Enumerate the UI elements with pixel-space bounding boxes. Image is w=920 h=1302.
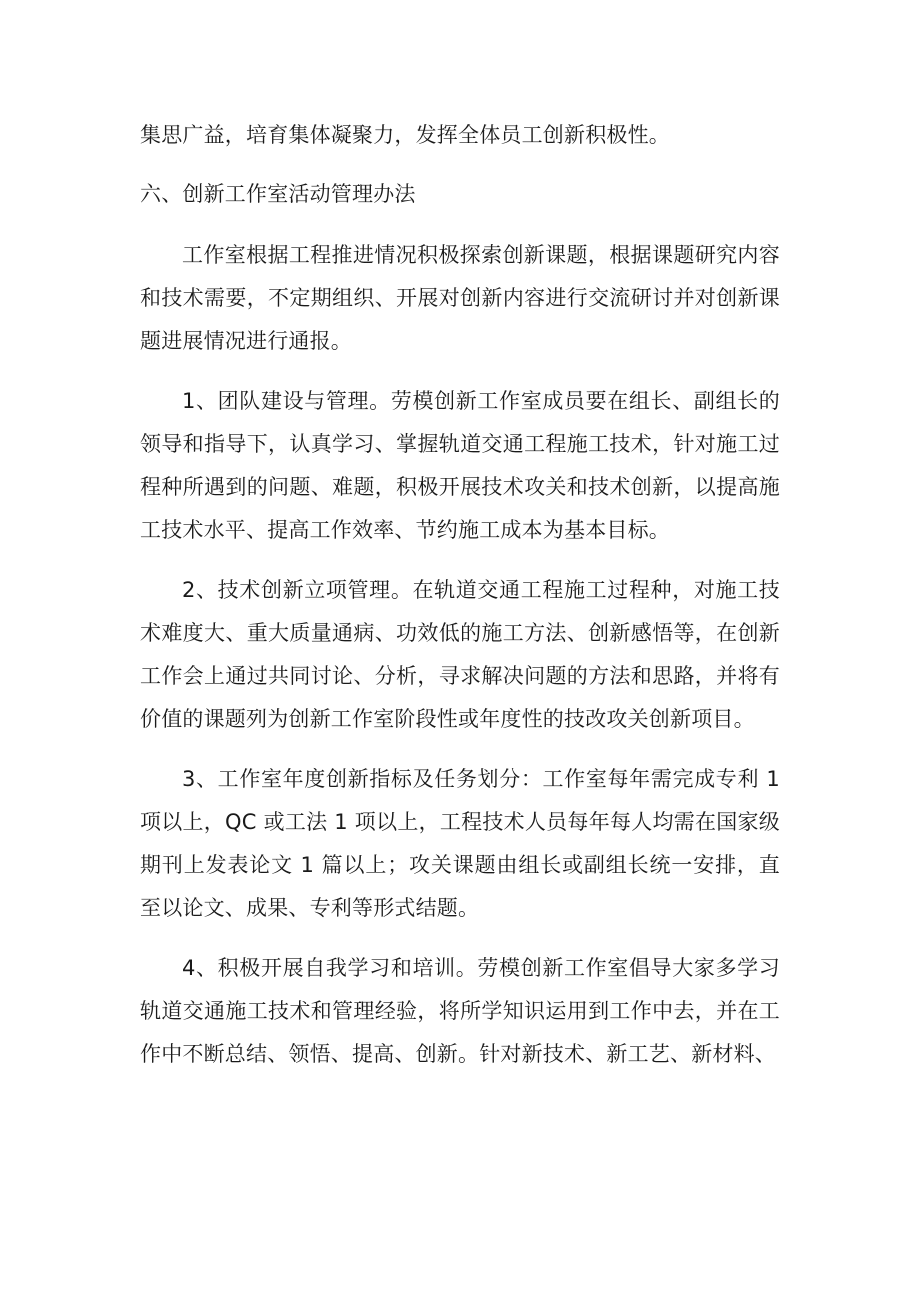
item-paragraph-4: 4、积极开展自我学习和培训。劳模创新工作室倡导大家多学习轨道交通施工技术和管理经验，将所学知识运用到工作中去，并在工作中不断总结、领悟、提高、创新。针对新技术、新工艺、新材料、	[140, 956, 780, 1066]
document-body	[140, 114, 780, 1076]
item-paragraph-3: 3、工作室年度创新指标及任务划分：工作室每年需完成专利 1 项以上，QC 或工法 1 项以上，工程技术人员每年每人均需在国家级期刊上发表论文 1 篇以上；攻关课题由组长或副组长统一安排，直至以论文、成果、专利等形式结题。	[140, 767, 780, 920]
section-heading: 六、创新工作室活动管理办法	[140, 182, 416, 206]
item-paragraph-2: 2、技术创新立项管理。在轨道交通工程施工过程种，对施工技术难度大、重大质量通病、功效低的施工方法、创新感悟等，在创新工作会上通过共同讨论、分析，寻求解决问题的方法和思路，并将有价值的课题列为创新工作室阶段性或年度性的技改攻关创新项目。	[140, 578, 780, 731]
intro-paragraph: 工作室根据工程推进情况积极探索创新课题，根据课题研究内容和技术需要，不定期组织、开展对创新内容进行交流研讨并对创新课题进展情况进行通报。	[140, 243, 780, 353]
item-paragraph-1: 1、团队建设与管理。劳模创新工作室成员要在组长、副组长的领导和指导下，认真学习、掌握轨道交通工程施工技术，针对施工过程种所遇到的问题、难题，积极开展技术攻关和技术创新，以提高施工技术水平、提高工作效率、节约施工成本为基本目标。	[140, 389, 780, 542]
continuation-paragraph: 集思广益，培育集体凝聚力，发挥全体员工创新积极性。	[140, 123, 670, 147]
